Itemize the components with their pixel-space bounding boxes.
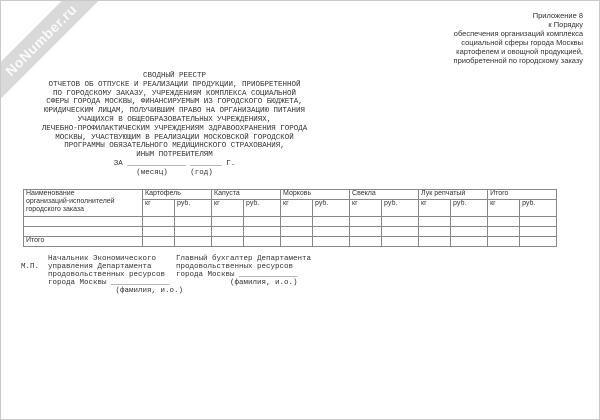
empty-cell bbox=[520, 217, 557, 227]
signature-line: (фамилия, и.о.) bbox=[48, 287, 184, 295]
empty-cell bbox=[350, 217, 382, 227]
empty-cell bbox=[382, 237, 419, 247]
document-title bbox=[31, 72, 318, 178]
signature-line: управления Департамента bbox=[48, 263, 152, 271]
empty-cell bbox=[488, 227, 520, 237]
col-header-name-line: организаций-исполнителей bbox=[26, 198, 115, 205]
period-labels: (месяц) (год) bbox=[113, 168, 236, 177]
subcol-rub: руб. bbox=[175, 200, 212, 217]
col-header-beet: Свекла bbox=[350, 190, 419, 200]
col-header-onion: Лук репчатый bbox=[419, 190, 488, 200]
signature-line: продовольственных ресурсов bbox=[48, 271, 166, 279]
empty-cell bbox=[350, 227, 382, 237]
stamp-place: М.П. bbox=[21, 263, 40, 271]
empty-cell bbox=[350, 237, 382, 247]
col-header-name-line: Наименование bbox=[26, 190, 75, 197]
title-line: ЛЕЧЕБНО-ПРОФИЛАКТИЧЕСКИМ УЧРЕЖДЕНИЯМ ЗДРАВООХРАНЕНИЯ ГОРОДА bbox=[41, 124, 308, 133]
title-line: ИНЫМ ПОТРЕБИТЕЛЯМ bbox=[136, 151, 213, 160]
empty-cell bbox=[520, 227, 557, 237]
empty-cell bbox=[212, 237, 244, 247]
empty-cell bbox=[382, 217, 419, 227]
annex-line: картофелем и овощной продукцией, bbox=[456, 46, 583, 56]
title-line: СВОДНЫЙ РЕЕСТР bbox=[142, 72, 206, 80]
empty-cell bbox=[175, 227, 212, 237]
empty-cell bbox=[244, 237, 281, 247]
col-header-total: Итого bbox=[488, 190, 557, 200]
registry-table bbox=[23, 189, 557, 247]
title-line: УЧАЩИХСЯ В ОБЩЕОБРАЗОВАТЕЛЬНЫХ УЧРЕЖДЕНИЯХ, bbox=[77, 115, 272, 124]
empty-cell bbox=[24, 217, 143, 227]
empty-cell bbox=[281, 227, 313, 237]
empty-cell bbox=[313, 237, 350, 247]
subcol-kg: кг bbox=[350, 200, 382, 217]
col-header-cabbage: Капуста bbox=[212, 190, 281, 200]
empty-cell bbox=[175, 237, 212, 247]
subcol-rub: руб. bbox=[520, 200, 557, 217]
empty-cell bbox=[419, 227, 451, 237]
empty-cell bbox=[451, 237, 488, 247]
total-row bbox=[24, 237, 557, 247]
empty-cell bbox=[419, 237, 451, 247]
signature-line: продовольственных ресурсов bbox=[176, 263, 294, 271]
period-blank-line: ЗА _____________ _______ Г. bbox=[113, 159, 236, 168]
annex-line: к Порядку bbox=[548, 19, 583, 29]
annex-line: Приложение 8 bbox=[532, 11, 583, 20]
subcol-kg: кг bbox=[488, 200, 520, 217]
subcol-rub: руб. bbox=[313, 200, 350, 217]
empty-cell bbox=[451, 227, 488, 237]
signature-line: Главный бухгалтер Департамента bbox=[176, 255, 312, 263]
signature-line: города Москвы _____________ bbox=[48, 279, 170, 287]
signature-line: города Москвы _____________ bbox=[176, 271, 298, 279]
subcol-kg: кг bbox=[143, 200, 175, 217]
signature-left bbox=[48, 255, 183, 295]
signature-line: Начальник Экономического bbox=[48, 255, 157, 263]
empty-cell bbox=[244, 217, 281, 227]
subcol-kg: кг bbox=[212, 200, 244, 217]
empty-cell bbox=[451, 217, 488, 227]
empty-cell bbox=[244, 227, 281, 237]
signature-right bbox=[176, 255, 311, 287]
annex-note bbox=[454, 12, 583, 65]
subcol-kg: кг bbox=[281, 200, 313, 217]
annex-line: приобретенной по городскому заказу bbox=[453, 55, 583, 65]
empty-cell bbox=[313, 217, 350, 227]
subcol-rub: руб. bbox=[244, 200, 281, 217]
subcol-kg: кг bbox=[419, 200, 451, 217]
empty-cell bbox=[281, 217, 313, 227]
title-line: ЮРИДИЧЕСКИМ ЛИЦАМ, ПОЛУЧИВШИМ ПРАВО НА ОРГАНИЗАЦИЮ ПИТАНИЯ bbox=[43, 107, 306, 116]
col-header-potato: Картофель bbox=[143, 190, 212, 200]
table-row bbox=[24, 217, 557, 227]
empty-cell bbox=[143, 227, 175, 237]
empty-cell bbox=[382, 227, 419, 237]
empty-cell bbox=[419, 217, 451, 227]
empty-cell bbox=[313, 227, 350, 237]
col-header-name-line: городского заказа bbox=[26, 206, 85, 213]
signature-line: (фамилия, и.о.) bbox=[176, 279, 298, 287]
empty-cell bbox=[143, 237, 175, 247]
annex-line: обеспечения организаций комплекса bbox=[453, 28, 583, 38]
title-line: ПО ГОРОДСКОМУ ЗАКАЗУ, УЧРЕЖДЕНИЯМ КОМПЛЕКСА СОЦИАЛЬНОЙ bbox=[52, 89, 297, 98]
table-row bbox=[24, 227, 557, 237]
empty-cell bbox=[488, 217, 520, 227]
empty-cell bbox=[143, 217, 175, 227]
watermark-text: NoNumber.ru bbox=[2, 1, 80, 79]
total-row-label: Итого bbox=[24, 237, 143, 247]
title-line: МОСКВЫ, УЧАСТВУЮЩИМ В РЕАЛИЗАЦИИ МОСКОВСКОЙ ГОРОДСКОЙ bbox=[55, 133, 294, 142]
col-header-name bbox=[24, 190, 143, 217]
annex-line: социальной сферы города Москвы bbox=[461, 37, 583, 47]
col-header-carrot: Морковь bbox=[281, 190, 350, 200]
subcol-rub: руб. bbox=[382, 200, 419, 217]
empty-cell bbox=[520, 237, 557, 247]
empty-cell bbox=[212, 227, 244, 237]
empty-cell bbox=[24, 227, 143, 237]
title-line: ОТЧЕТОВ ОБ ОТПУСКЕ И РЕАЛИЗАЦИИ ПРОДУКЦИИ, ПРИОБРЕТЕННОЙ bbox=[48, 80, 301, 89]
empty-cell bbox=[212, 217, 244, 227]
empty-cell bbox=[488, 237, 520, 247]
subcol-rub: руб. bbox=[451, 200, 488, 217]
title-line: ПРОГРАММЫ ОБЯЗАТЕЛЬНОГО МЕДИЦИНСКОГО СТРАХОВАНИЯ, bbox=[64, 142, 285, 151]
empty-cell bbox=[175, 217, 212, 227]
empty-cell bbox=[281, 237, 313, 247]
title-line: СФЕРЫ ГОРОДА МОСКВЫ, ФИНАНСИРУЕМЫМ ИЗ ГОРОДСКОГО БЮДЖЕТА, bbox=[46, 98, 303, 107]
